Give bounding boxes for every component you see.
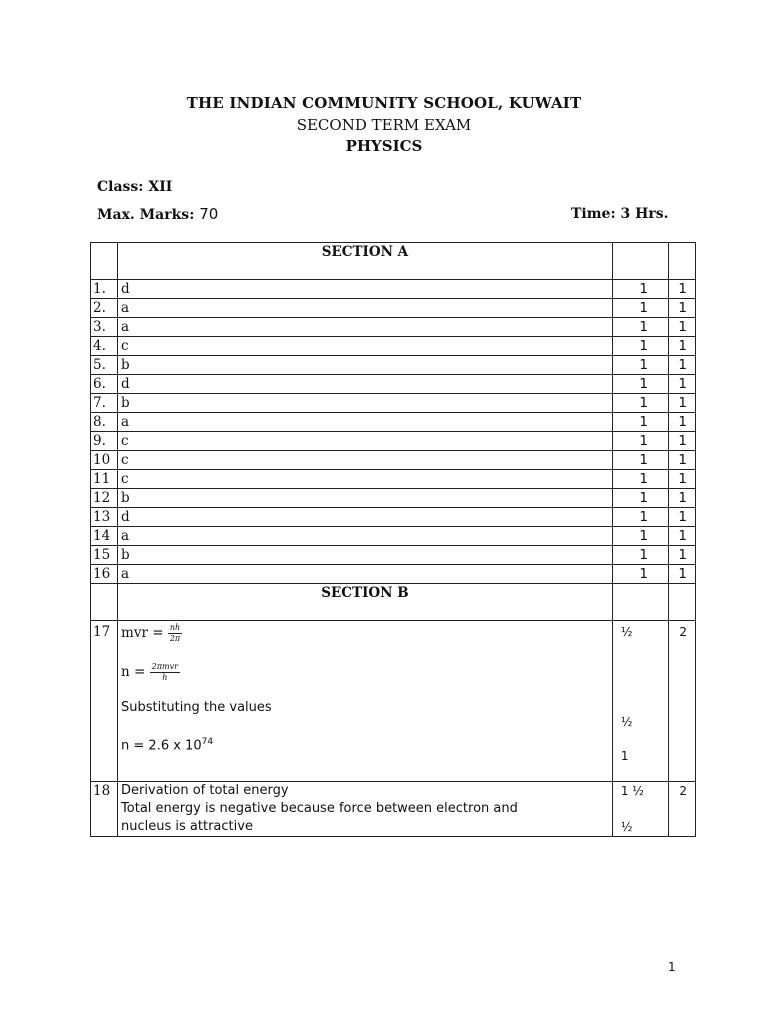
question-number: 16 [91, 565, 118, 584]
total-marks: 1 [668, 527, 695, 546]
answer-option: c [118, 337, 613, 356]
blank-cell [91, 584, 118, 621]
table-row-q18 [91, 782, 696, 837]
marks-value: 1 [612, 451, 668, 470]
question-number: 10 [91, 451, 118, 470]
answer-key-table [90, 242, 696, 837]
fraction-numerator: 2πmvr [151, 662, 178, 671]
total-marks: 1 [668, 280, 695, 299]
blank-cell [668, 584, 695, 621]
section-b-title: SECTION B [118, 584, 613, 621]
marks-value: 1 [612, 375, 668, 394]
section-a-title: SECTION A [118, 243, 613, 280]
table-row [91, 413, 696, 432]
blank-cell [612, 584, 668, 621]
marks-value: 1 [612, 508, 668, 527]
marks-value: 1 [612, 565, 668, 584]
substitution-text: Substituting the values [121, 700, 272, 715]
marks-value: 1 [612, 432, 668, 451]
answer-option: a [118, 318, 613, 337]
result-text [121, 733, 609, 755]
marks-value: 1 [612, 527, 668, 546]
marks-value: 1 [612, 318, 668, 337]
total-marks: 1 [668, 375, 695, 394]
eq-n [121, 662, 609, 683]
table-row [91, 394, 696, 413]
table-row [91, 432, 696, 451]
marks-breakdown [612, 621, 668, 782]
mark-step: 1 ½ [620, 784, 644, 798]
max-marks-label: Max. Marks: [97, 207, 195, 223]
total-marks: 1 [668, 394, 695, 413]
question-number: 6. [91, 375, 118, 394]
question-number: 14 [91, 527, 118, 546]
page-number: 1 [668, 960, 676, 974]
marks-value: 1 [612, 299, 668, 318]
exam-title: SECOND TERM EXAM [296, 116, 472, 134]
fraction-denominator: h [162, 673, 168, 682]
total-marks: 1 [668, 546, 695, 565]
answer-option: c [118, 470, 613, 489]
marks-value: 1 [612, 356, 668, 375]
question-number: 9. [91, 432, 118, 451]
table-row [91, 451, 696, 470]
total-marks: 1 [668, 299, 695, 318]
answer-option: b [118, 489, 613, 508]
marks-value: 1 [612, 546, 668, 565]
time-label: Time: 3 Hrs. [571, 206, 669, 222]
question-number: 18 [91, 782, 118, 837]
total-marks: 2 [668, 782, 695, 837]
question-number: 8. [91, 413, 118, 432]
question-number: 2. [91, 299, 118, 318]
answer-option: b [118, 546, 613, 565]
answer-content [118, 621, 613, 782]
fraction [168, 623, 182, 644]
table-row [91, 318, 696, 337]
eq-mvr-lhs: mvr = [121, 625, 164, 641]
total-marks: 1 [668, 318, 695, 337]
table-row-q17 [91, 621, 696, 782]
table-row [91, 356, 696, 375]
marks-value: 1 [612, 470, 668, 489]
total-marks: 1 [668, 337, 695, 356]
question-number: 4. [91, 337, 118, 356]
total-marks: 1 [668, 565, 695, 584]
question-number: 12 [91, 489, 118, 508]
table-row [91, 280, 696, 299]
total-marks: 1 [668, 508, 695, 527]
marks-value: 1 [612, 489, 668, 508]
answer-content [118, 782, 613, 837]
section-a-header-row [91, 243, 696, 280]
table-row [91, 489, 696, 508]
fraction [150, 662, 180, 683]
school-name: THE INDIAN COMMUNITY SCHOOL, KUWAIT [186, 94, 582, 112]
result-base: n = 2.6 x 10 [121, 738, 202, 754]
answer-option: c [118, 432, 613, 451]
answer-option: a [118, 299, 613, 318]
question-number: 7. [91, 394, 118, 413]
table-row [91, 337, 696, 356]
answer-option: d [118, 508, 613, 527]
max-marks-value: 70 [199, 205, 219, 223]
result-exponent: 74 [201, 737, 214, 747]
total-marks: 1 [668, 413, 695, 432]
class-label: Class: XII [97, 179, 173, 195]
subject-title: PHYSICS [345, 137, 423, 155]
question-number: 1. [91, 280, 118, 299]
marks-value: 1 [612, 394, 668, 413]
table-row [91, 565, 696, 584]
answer-line: nucleus is attractive [121, 819, 253, 834]
total-marks: 1 [668, 489, 695, 508]
question-number: 17 [91, 621, 118, 782]
total-marks: 2 [668, 621, 695, 782]
section-b-header-row [91, 584, 696, 621]
question-number: 15 [91, 546, 118, 565]
marks-value: 1 [612, 337, 668, 356]
table-row [91, 508, 696, 527]
fraction-denominator: 2π [169, 634, 181, 643]
table-row [91, 299, 696, 318]
table-row [91, 470, 696, 489]
question-number: 5. [91, 356, 118, 375]
marks-value: 1 [612, 413, 668, 432]
total-marks: 1 [668, 451, 695, 470]
max-marks [97, 205, 218, 223]
answer-option: a [118, 413, 613, 432]
marks-breakdown [612, 782, 668, 837]
answer-option: d [118, 280, 613, 299]
answer-option: c [118, 451, 613, 470]
question-number: 13 [91, 508, 118, 527]
mark-step: ½ [620, 820, 633, 834]
answer-option: b [118, 356, 613, 375]
marks-value: 1 [612, 280, 668, 299]
eq-mvr [121, 623, 609, 644]
total-marks: 1 [668, 470, 695, 489]
answer-option: d [118, 375, 613, 394]
answer-line: Total energy is negative because force between electron and [121, 801, 518, 816]
total-marks: 1 [668, 432, 695, 451]
mark-step: ½ [620, 715, 633, 729]
answer-option: a [118, 565, 613, 584]
question-number: 3. [91, 318, 118, 337]
total-marks: 1 [668, 356, 695, 375]
mark-step: ½ [620, 625, 633, 639]
mark-step: 1 [620, 749, 629, 763]
answer-line: Derivation of total energy [121, 783, 289, 798]
answer-option: a [118, 527, 613, 546]
eq-n-lhs: n = [121, 664, 146, 680]
table-row [91, 527, 696, 546]
fraction-numerator: nh [168, 623, 182, 634]
answer-option: b [118, 394, 613, 413]
question-number: 11 [91, 470, 118, 489]
table-row [91, 546, 696, 565]
table-row [91, 375, 696, 394]
